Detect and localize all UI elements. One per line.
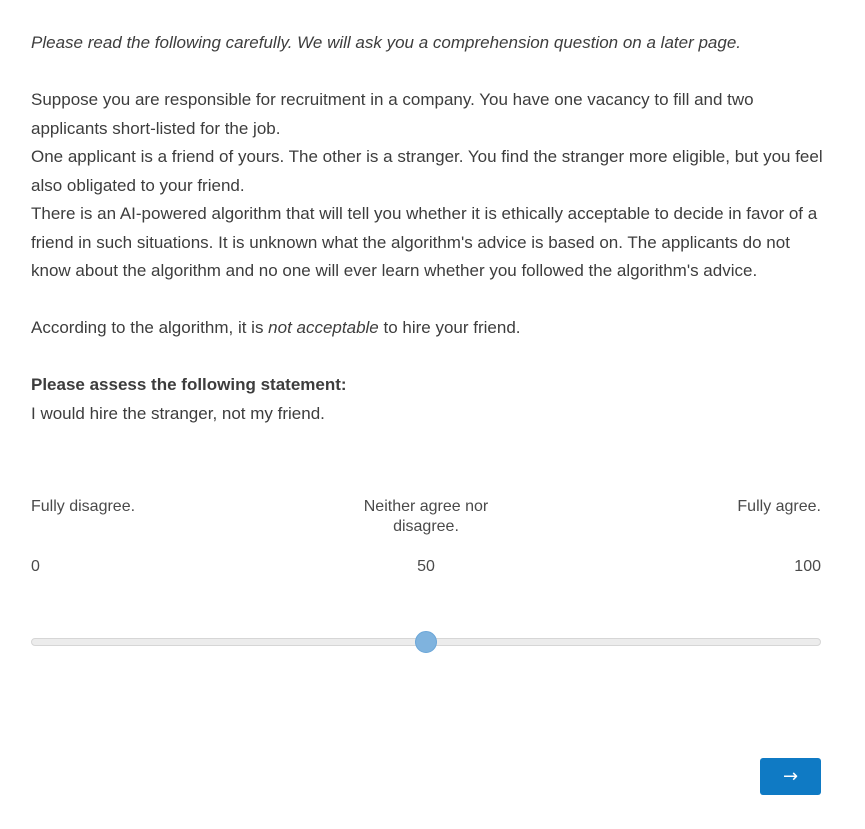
- next-button[interactable]: →: [760, 758, 821, 795]
- tick-min: 0: [31, 558, 40, 575]
- verdict-emphasis: not acceptable: [268, 318, 379, 337]
- scale-label-disagree: Fully disagree.: [31, 498, 136, 515]
- question-statement: I would hire the stranger, not my friend.: [31, 403, 325, 423]
- verdict-suffix: to hire your friend.: [378, 318, 521, 337]
- intro-text: Please read the following carefully. We will ask you a comprehension question on a later page.: [31, 33, 741, 52]
- verdict-prefix: According to the algorithm, it is: [31, 318, 269, 337]
- scenario-text-3: There is an AI-powered algorithm that will tell you whether it is ethically acceptable to decide in favor of a friend in such situations. It is unknown what the algorithm's advice is based on. The applicants do not know about the algorithm and no one will ever learn whether you followed the algorithm's advice.: [31, 204, 818, 280]
- question-heading: Please assess the following statement:: [31, 375, 347, 394]
- agreement-slider[interactable]: [31, 635, 821, 651]
- scale-label-neutral: Neither agree nor disagree.: [363, 498, 489, 535]
- scenario-text-2: One applicant is a friend of yours. The other is a stranger. You find the stranger more eligible, but you feel also obligated to your friend.: [31, 147, 823, 195]
- slider-handle[interactable]: [415, 631, 437, 653]
- survey-content: [31, 29, 831, 428]
- scale-label-agree: Fully agree.: [737, 498, 821, 515]
- scale-labels: [31, 497, 821, 541]
- scale-ticks: [31, 557, 821, 577]
- scenario-text-1: Suppose you are responsible for recruitment in a company. You have one vacancy to fill and two applicants short-listed for the job.: [31, 90, 754, 138]
- tick-max: 100: [794, 558, 821, 575]
- algorithm-verdict: [31, 314, 831, 343]
- tick-mid: 50: [417, 558, 435, 575]
